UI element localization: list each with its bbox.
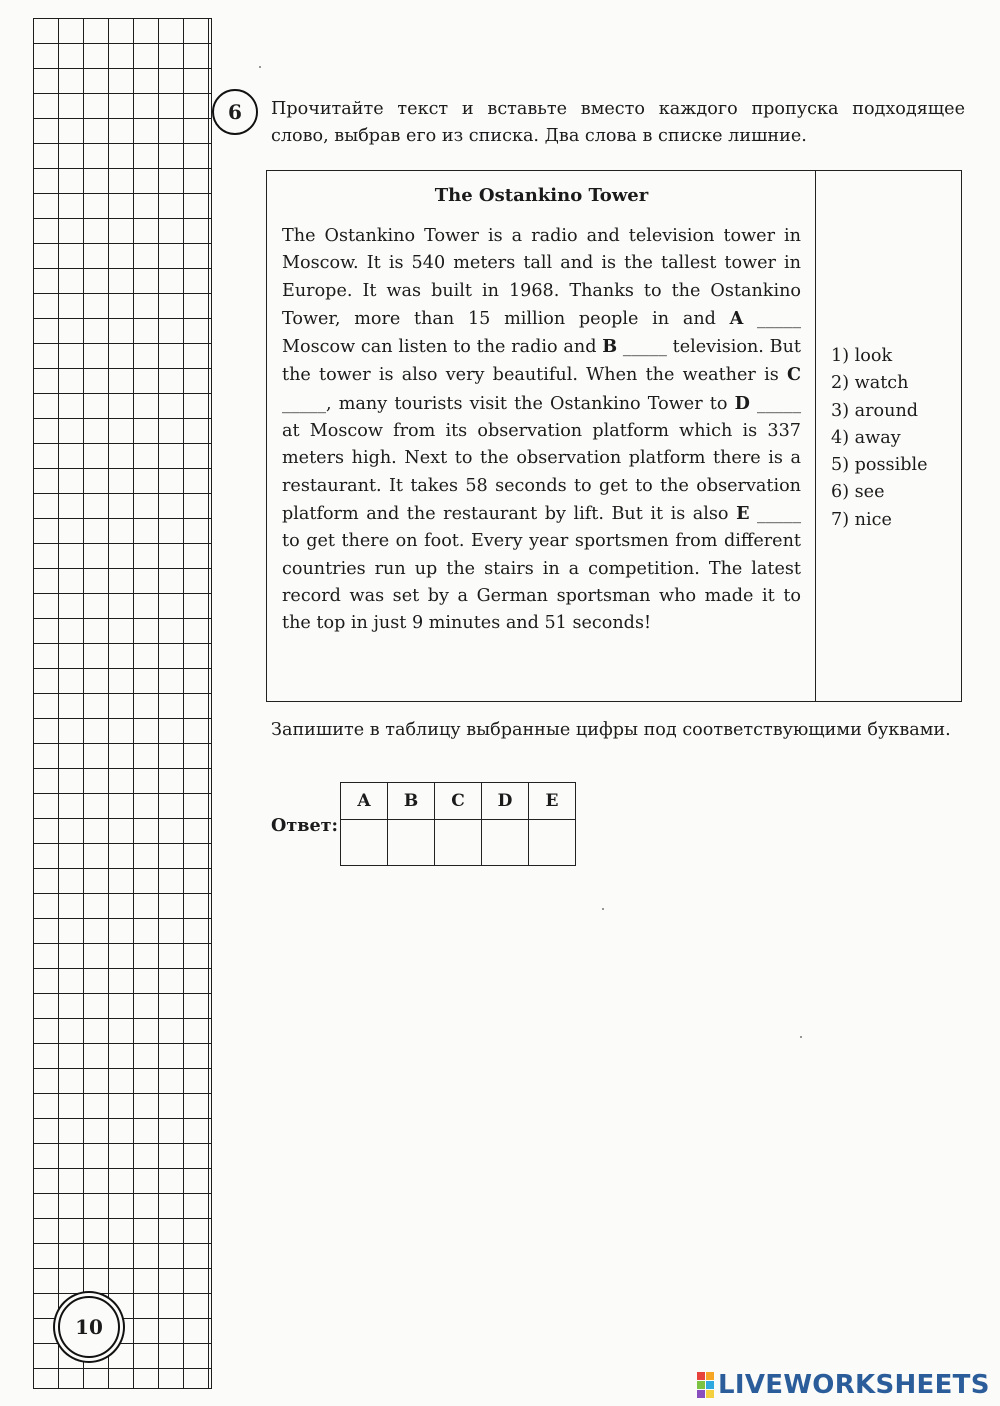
gap-letter-e: E [736,502,750,524]
gap-blank-c[interactable]: _____ [282,393,326,414]
watermark-text: LIVEWORKSHEETS [718,1370,990,1400]
passage-title: The Ostankino Tower [434,185,649,206]
word-options-list [831,343,928,534]
passage-body [282,223,801,637]
task-instruction: Прочитайте текст и вставьте вместо каждого пропуска подходящее слово, выбрав его из списка. Два слова в списке лишние. [271,99,965,146]
answer-column-header-b: B [388,783,435,820]
gap-letter-a: A [729,307,744,329]
answer-instruction: Запишите в таблицу выбранные цифры под соответствующими буквами. [271,720,951,740]
reading-text-box [266,170,962,702]
answer-column-header-c: C [435,783,482,820]
answer-column-header-a: A [341,783,388,820]
word-option: 2) watch [831,373,909,394]
answer-cell-b[interactable] [388,820,435,866]
gap-blank-b[interactable]: _____ [622,337,667,358]
gap-letter-c: C [786,364,801,386]
gap-letter-d: D [734,392,750,414]
answer-grid-margin [33,18,212,1389]
answer-label: Ответ: [271,815,339,836]
word-option: 3) around [831,400,919,421]
answer-cell-a[interactable] [341,820,388,866]
passage-text: Moscow can listen to the radio and [282,337,603,358]
passage-text: to get there on foot. Every year sportsmen from different countries run up the stairs in a competition. The latest record was set by a German sportsman who made it to the top in just 9 minutes and 51 seconds! [282,531,801,634]
task-number-badge: 6 [212,89,258,135]
word-option: 7) nice [831,509,892,530]
gap-blank-e[interactable]: _____ [757,503,802,524]
word-option: 6) see [831,482,885,503]
word-option: 4) away [831,427,901,448]
passage [282,179,801,637]
answer-cell-e[interactable] [529,820,576,866]
answer-cell-d[interactable] [482,820,529,866]
scan-speck [259,66,261,68]
page-number: 10 [58,1296,120,1358]
passage-text: The Ostankino Tower is a radio and television tower in Moscow. It is 540 meters tall and is the tallest tower in Europe. It was built in 1968. Thanks to the Ostankino Tower, more than 15 million people in and [282,226,801,329]
answer-cell-c[interactable] [435,820,482,866]
scan-speck [800,1036,802,1038]
answer-column-header-e: E [529,783,576,820]
passage-text: at Moscow from its observation platform which is 337 meters high. Next to the observation platform there is a restaurant. It takes 58 seconds to get to the observation platform and the restaurant by lift. But it is also [282,421,801,524]
scan-speck [602,908,604,910]
answer-table [340,782,576,866]
word-option: 5) possible [831,455,928,476]
gap-blank-d[interactable]: _____ [757,393,801,414]
liveworksheets-watermark [697,1370,990,1400]
passage-text: television. But the tower is also very beautiful. When the weather is [282,337,802,386]
word-option: 1) look [831,346,893,366]
column-divider [815,171,816,701]
liveworksheets-logo-icon [697,1372,714,1398]
passage-text: , many tourists visit the Ostankino Tower to [325,393,735,414]
gap-blank-a[interactable]: _____ [757,308,802,329]
gap-letter-b: B [602,336,618,358]
answer-column-header-d: D [482,783,529,820]
